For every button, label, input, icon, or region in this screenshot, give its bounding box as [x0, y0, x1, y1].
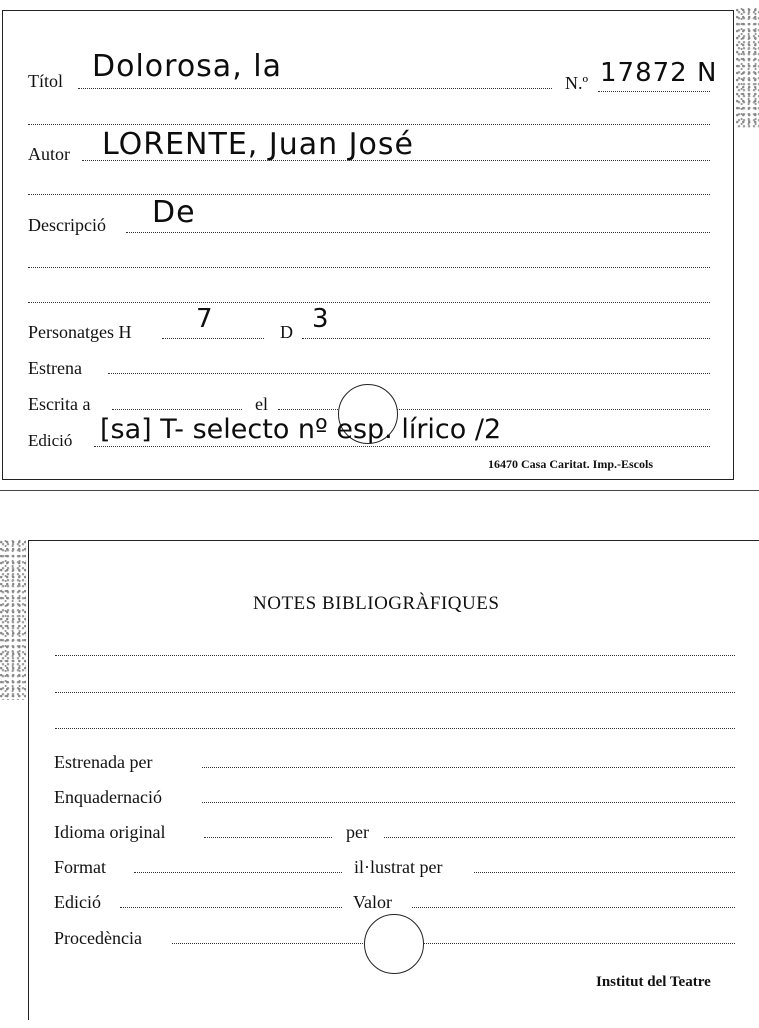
- procedencia-label: Procedència: [54, 928, 142, 948]
- numero-label: N.º: [565, 73, 589, 93]
- descripcio-label: Descripció: [28, 215, 106, 235]
- card-separator: [0, 490, 759, 491]
- ruled-line: [28, 302, 710, 303]
- descripcio-value: De: [152, 195, 196, 230]
- valor-label: Valor: [353, 892, 392, 912]
- illustrat-line: [474, 872, 735, 873]
- ruled-line: [28, 267, 710, 268]
- notes-heading: NOTES BIBLIOGRÀFIQUES: [253, 593, 500, 614]
- titol-value: Dolorosa, la: [92, 49, 282, 84]
- procedencia-line: [172, 943, 735, 944]
- ruled-line: [55, 728, 735, 729]
- idioma-line: [204, 837, 332, 838]
- personatges-d-label: D: [280, 322, 293, 342]
- punch-hole: [364, 914, 424, 974]
- idioma-label: Idioma original: [54, 822, 166, 842]
- scan-noise: [736, 8, 759, 128]
- institution-name: Institut del Teatre: [596, 974, 711, 990]
- format-label: Format: [54, 857, 106, 877]
- estrena-label: Estrena: [28, 358, 82, 378]
- el-label: el: [255, 394, 268, 414]
- estrenada-label: Estrenada per: [54, 752, 153, 772]
- ruled-line: [55, 655, 735, 656]
- illustrat-label: il·lustrat per: [354, 857, 443, 877]
- enquadernacio-line: [202, 802, 735, 803]
- personatges-d-line: [302, 338, 710, 339]
- numero-line: [598, 91, 710, 92]
- descripcio-line: [126, 232, 710, 233]
- scan-noise: [0, 540, 26, 700]
- enquadernacio-label: Enquadernació: [54, 787, 162, 807]
- ruled-line: [28, 124, 710, 125]
- titol-line: [78, 88, 552, 89]
- edicio-back-label: Edició: [54, 892, 101, 912]
- per-line: [384, 837, 735, 838]
- format-line: [134, 872, 342, 873]
- personatges-d-value: 3: [312, 304, 330, 334]
- valor-line: [412, 907, 735, 908]
- escrita-line: [112, 409, 242, 410]
- estrena-line: [108, 373, 710, 374]
- autor-value: LORENTE, Juan José: [102, 127, 414, 162]
- edicio-label: Edició: [28, 431, 73, 450]
- titol-label: Títol: [28, 71, 63, 91]
- autor-label: Autor: [28, 144, 70, 164]
- escrita-label: Escrita a: [28, 394, 91, 414]
- estrenada-line: [202, 767, 735, 768]
- printer-imprint: 16470 Casa Caritat. Imp.-Escols: [488, 457, 653, 471]
- numero-value: 17872 N: [600, 58, 718, 88]
- ruled-line: [28, 194, 710, 195]
- personatges-h-value: 7: [196, 304, 214, 334]
- personatges-label: Personatges H: [28, 322, 132, 342]
- edicio-back-line: [120, 907, 342, 908]
- autor-line: [82, 160, 710, 161]
- edicio-value: [sa] T- selecto nº esp. lírico /2: [100, 414, 502, 445]
- per-label: per: [346, 822, 369, 842]
- personatges-h-line: [162, 338, 264, 339]
- ruled-line: [55, 692, 735, 693]
- edicio-line: [94, 446, 710, 447]
